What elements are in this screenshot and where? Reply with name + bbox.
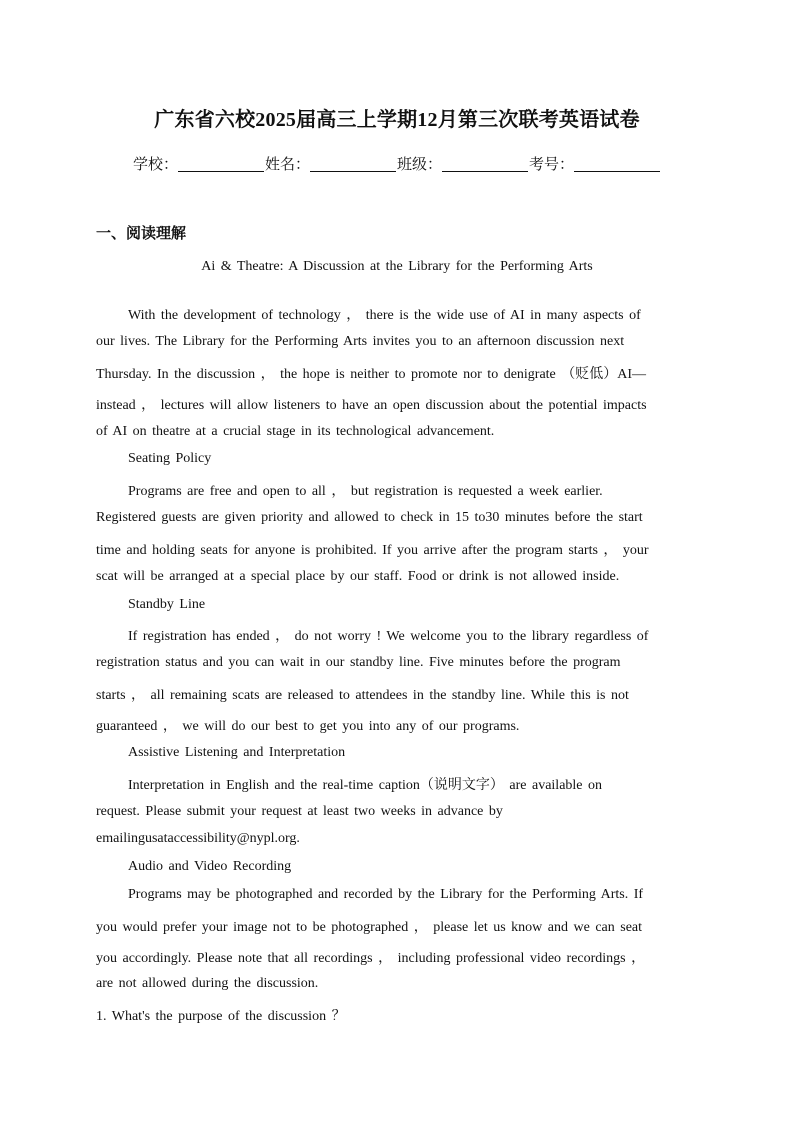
paragraph-line: starts ， all remaining scats are released to attendees in the standby line. While this is not <box>96 688 629 703</box>
paragraph-line: of AI on theatre at a crucial stage in its technological advancement. <box>96 424 495 439</box>
paragraph-line: registration status and you can wait in our standby line. Five minutes before the program <box>96 655 621 670</box>
paragraph-line: time and holding seats for anyone is prohibited. If you arrive after the program starts ， your <box>96 543 649 558</box>
subheading-assistive-listening: Assistive Listening and Interpretation <box>128 745 346 760</box>
email-address: emailingusataccessibility@nypl.org. <box>96 831 300 846</box>
name-label: 姓名： <box>264 155 310 173</box>
exam-number-label: 考号： <box>529 155 575 173</box>
paragraph-line: instead ， lectures will allow listeners to have an open discussion about the potential impacts <box>96 398 647 413</box>
exam-number-blank <box>574 157 660 172</box>
paragraph-line: guaranteed ， we will do our best to get you into any of our programs. <box>96 719 520 734</box>
paragraph-line: our lives. The Library for the Performing Arts invites you to an afternoon discussion next <box>96 334 625 349</box>
paragraph-line: request. Please submit your request at least two weeks in advance by <box>96 804 503 819</box>
page-title: 广东省六校2025届高三上学期12月第三次联考英语试卷 <box>154 109 640 131</box>
paragraph-line: you accordingly. Please note that all recordings ， including professional video recordings ， <box>96 951 646 966</box>
paragraph-line: If registration has ended ， do not worry ! We welcome you to the library regardless of <box>128 629 649 644</box>
paragraph-line: scat will be arranged at a special place by our staff. Food or drink is not allowed inside. <box>96 569 620 584</box>
passage-title: Ai & Theatre: A Discussion at the Library for the Performing Arts <box>201 259 593 274</box>
paragraph-line: Thursday. In the discussion ， the hope is neither to promote nor to denigrate （贬低）AI— <box>96 367 647 382</box>
paragraph-line: Programs are free and open to all ， but registration is requested a week earlier. <box>128 484 603 499</box>
paragraph-line: Programs may be photographed and recorded by the Library for the Performing Arts. If <box>128 887 644 902</box>
paragraph-line: With the development of technology ， there is the wide use of AI in many aspects of <box>128 308 641 323</box>
question-1: 1. What's the purpose of the discussion ？ <box>96 1009 346 1024</box>
paragraph-line: Registered guests are given priority and allowed to check in 15 to30 minutes before the start <box>96 510 643 525</box>
paragraph-line: are not allowed during the discussion. <box>96 976 319 991</box>
student-info-row <box>0 153 794 174</box>
subheading-audio-video: Audio and Video Recording <box>128 859 292 874</box>
class-label: 班级： <box>397 155 443 173</box>
paragraph-line: you would prefer your image not to be photographed ， please let us know and we can seat <box>96 920 643 935</box>
subheading-seating-policy: Seating Policy <box>128 451 212 466</box>
class-blank <box>442 157 528 172</box>
school-blank <box>178 157 264 172</box>
school-label: 学校： <box>132 155 178 173</box>
paragraph-line: Interpretation in English and the real-time caption（说明文字） are available on <box>128 778 603 793</box>
section-heading: 一、阅读理解 <box>96 224 187 242</box>
name-blank <box>310 157 396 172</box>
subheading-standby-line: Standby Line <box>128 597 206 612</box>
